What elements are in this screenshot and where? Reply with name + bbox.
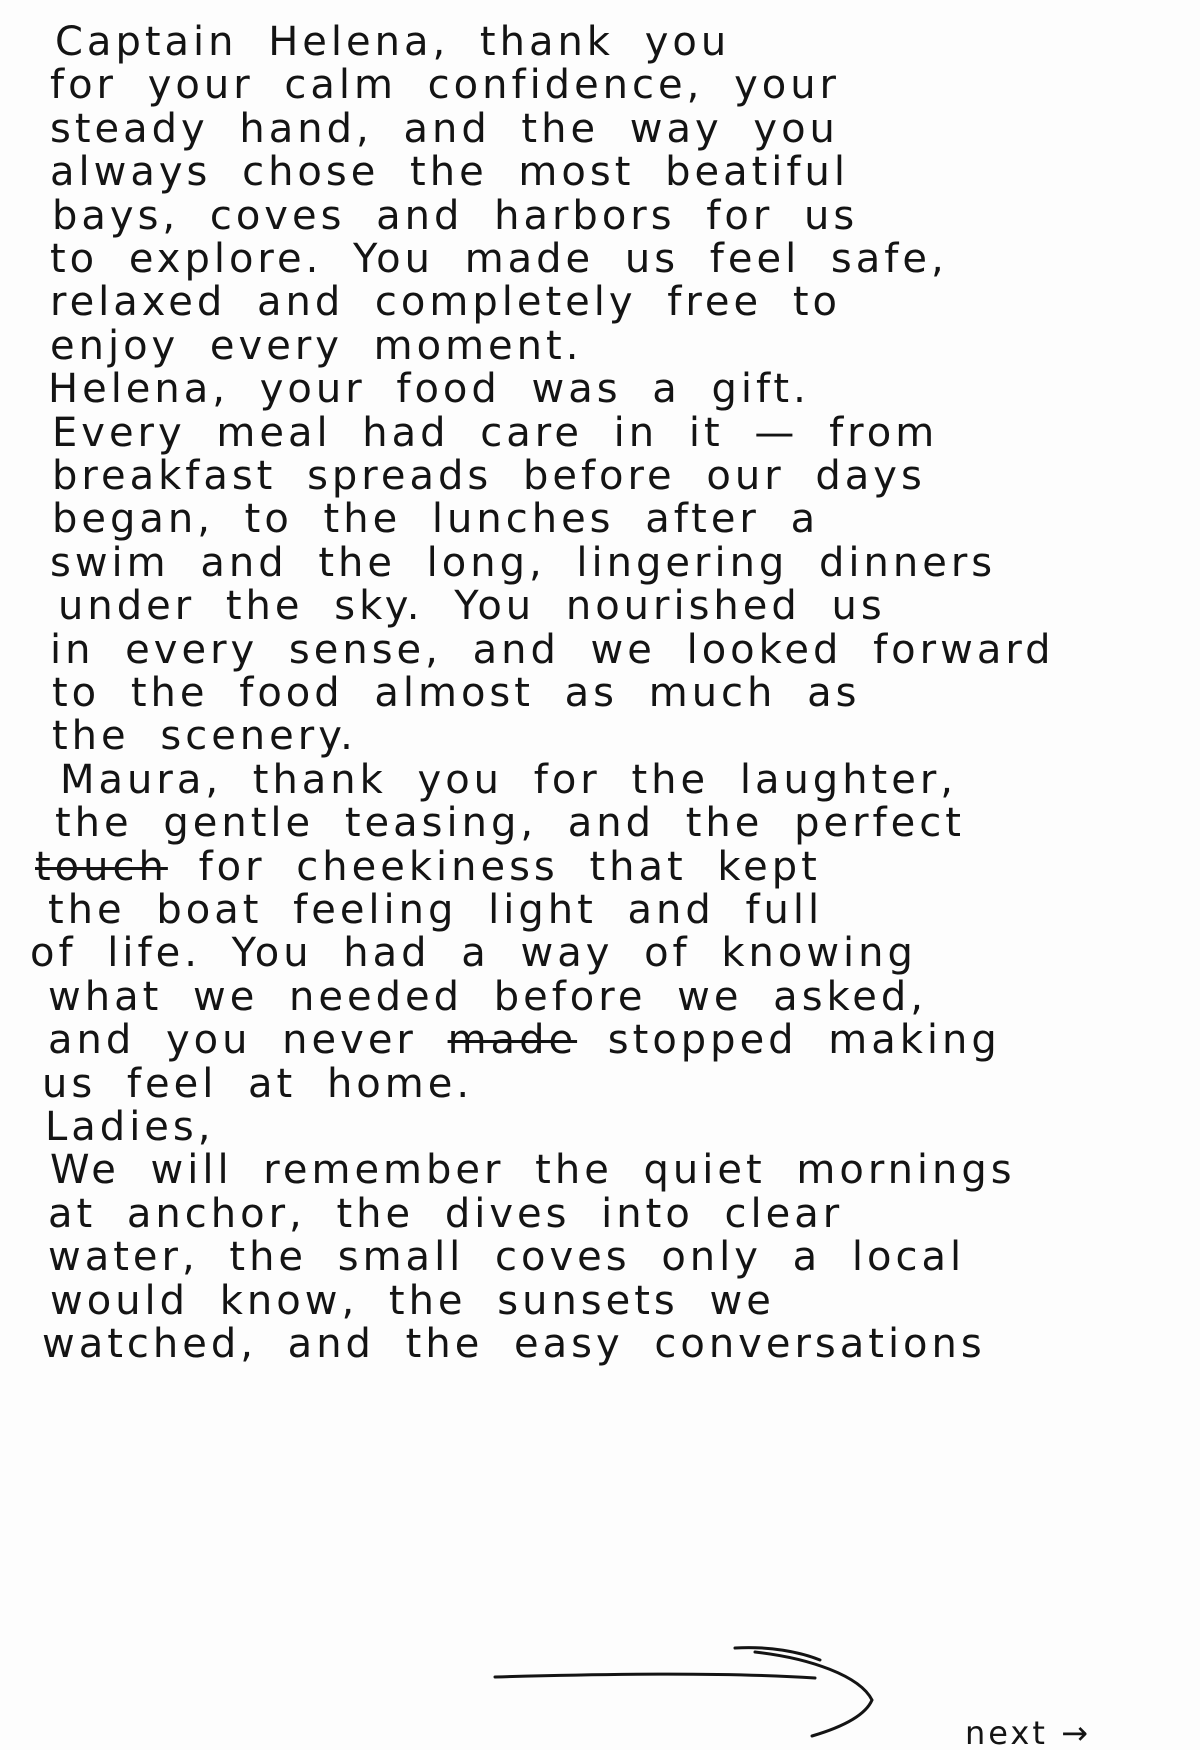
right-arrow-icon: → bbox=[1061, 1714, 1091, 1750]
letter-line bbox=[52, 192, 858, 240]
letter-text: We will remember the quiet mornings bbox=[50, 1147, 1016, 1193]
letter-line bbox=[50, 105, 839, 153]
letter-line bbox=[50, 278, 841, 326]
letter-line bbox=[48, 886, 823, 934]
letter-text: of life. You had a way of knowing bbox=[30, 930, 917, 976]
letter-text: for your calm confidence, your bbox=[50, 62, 841, 108]
letter-text: began, to the lunches after a bbox=[52, 496, 820, 542]
letter-text: what we needed before we asked, bbox=[48, 974, 927, 1020]
letter-line bbox=[50, 322, 582, 370]
letter-line bbox=[60, 756, 957, 804]
letter-line bbox=[48, 1190, 843, 1238]
letter-line bbox=[50, 1277, 775, 1325]
letter-line bbox=[35, 843, 821, 891]
struck-through-text: made bbox=[447, 1017, 578, 1063]
letter-text: Maura, thank you for the laughter, bbox=[60, 757, 957, 803]
letter-line bbox=[50, 235, 948, 283]
letter-text: always chose the most beatiful bbox=[50, 149, 849, 195]
letter-text: Ladies, bbox=[45, 1104, 215, 1150]
letter-line bbox=[58, 582, 886, 630]
letter-text: relaxed and completely free to bbox=[50, 279, 841, 325]
struck-through-text: touch bbox=[35, 844, 168, 890]
letter-line bbox=[30, 929, 917, 977]
letter-text: to explore. You made us feel safe, bbox=[50, 236, 948, 282]
letter-text: to the food almost as much as bbox=[52, 670, 861, 716]
letter-text: for cheekiness that kept bbox=[167, 844, 821, 890]
letter-text: us feel at home. bbox=[42, 1061, 474, 1107]
letter-text: would know, the sunsets we bbox=[50, 1278, 775, 1324]
letter-text: in every sense, and we looked forward bbox=[50, 627, 1055, 673]
letter-text: Captain Helena, thank you bbox=[55, 19, 731, 65]
letter-text: watched, and the easy conversations bbox=[42, 1321, 986, 1367]
letter-text: under the sky. You nourished us bbox=[58, 583, 886, 629]
letter-text: steady hand, and the way you bbox=[50, 106, 839, 152]
letter-text: bays, coves and harbors for us bbox=[52, 193, 859, 239]
letter-text: Helena, your food was a gift. bbox=[48, 366, 810, 412]
letter-line bbox=[52, 495, 819, 543]
letter-line bbox=[52, 712, 357, 760]
letter-text: enjoy every moment. bbox=[50, 323, 583, 369]
letter-text: Every meal had care in it — from bbox=[52, 410, 939, 456]
letter-text: the boat feeling light and full bbox=[48, 887, 824, 933]
letter-text: the scenery. bbox=[52, 713, 357, 759]
letter-line bbox=[50, 148, 849, 196]
letter-line bbox=[48, 1233, 965, 1281]
letter-line bbox=[52, 452, 926, 500]
letter-line bbox=[52, 669, 860, 717]
next-label-text: next bbox=[965, 1714, 1048, 1750]
letter-line bbox=[55, 18, 730, 66]
letter-text: and you never bbox=[48, 1017, 448, 1063]
letter-text: at anchor, the dives into clear bbox=[48, 1191, 844, 1237]
letter-line bbox=[42, 1320, 986, 1368]
letter-text: swim and the long, lingering dinners bbox=[50, 540, 997, 586]
letter-line bbox=[50, 61, 840, 109]
letter-text: stopped making bbox=[577, 1017, 1001, 1063]
letter-line bbox=[52, 409, 938, 457]
letter-line bbox=[50, 539, 996, 587]
next-arrow-icon bbox=[480, 1630, 960, 1740]
letter-text: the gentle teasing, and the perfect bbox=[55, 800, 965, 846]
next-page-indicator[interactable] bbox=[965, 1716, 1091, 1750]
letter-text: water, the small coves only a local bbox=[48, 1234, 966, 1280]
letter-line bbox=[48, 365, 810, 413]
letter-line bbox=[45, 1103, 214, 1151]
letter-line bbox=[48, 973, 927, 1021]
letter-line bbox=[50, 1146, 1016, 1194]
letter-line bbox=[48, 1016, 1001, 1064]
letter-line bbox=[55, 799, 965, 847]
letter-line bbox=[42, 1060, 473, 1108]
letter-line bbox=[50, 626, 1054, 674]
letter-text: breakfast spreads before our days bbox=[52, 453, 926, 499]
